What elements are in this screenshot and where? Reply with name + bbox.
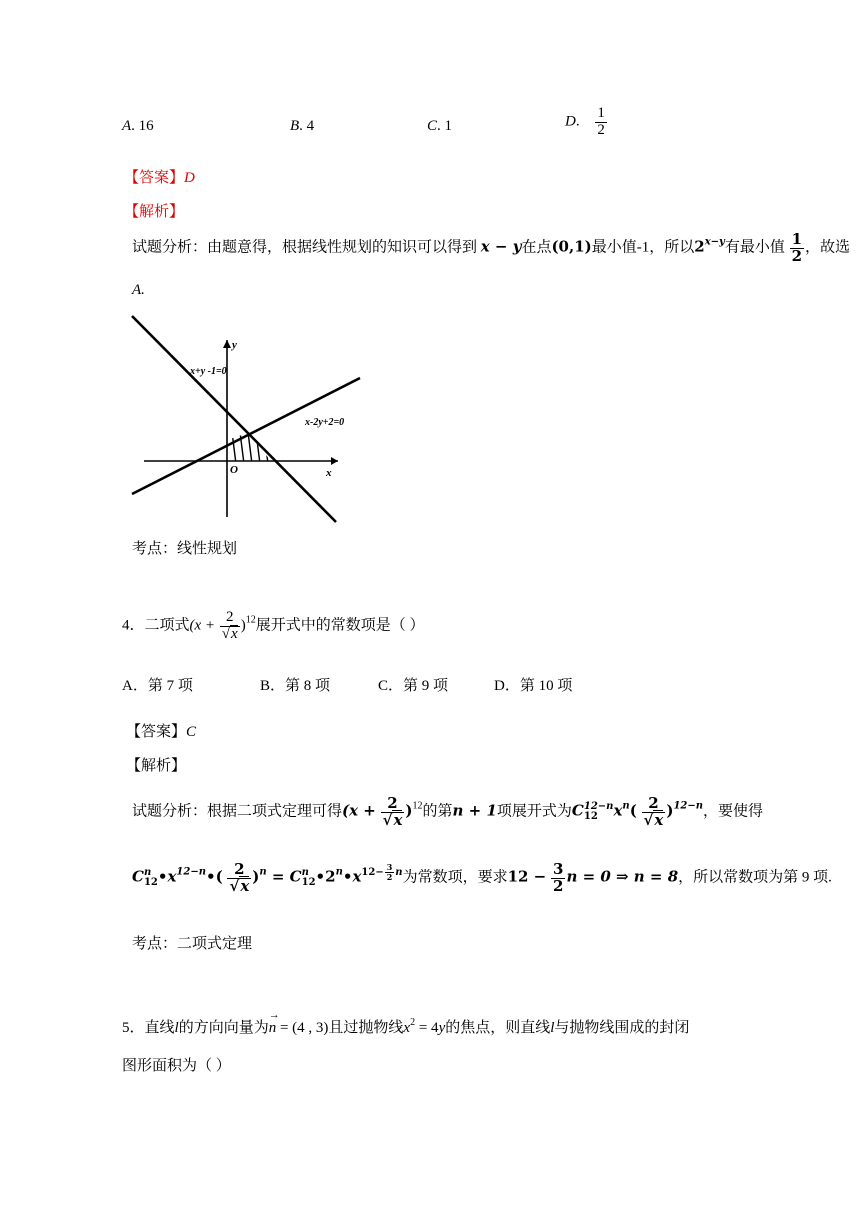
question-4-stem: [122, 610, 424, 643]
line2-c2: C: [289, 867, 302, 886]
line2-x1-sup: 12−n: [176, 866, 206, 878]
sqrt-content: x: [393, 810, 403, 829]
c-subscript: 12: [583, 811, 598, 823]
stem-open: (x +: [189, 617, 216, 634]
analysis-fraction: [790, 232, 804, 265]
fraction-denominator: 2: [386, 871, 393, 882]
line2-fraction: [227, 862, 251, 895]
answer-line: [126, 720, 196, 741]
fraction-numerator: 1: [597, 105, 605, 121]
option-letter: D: [565, 113, 576, 130]
analysis-text: [132, 232, 850, 265]
line2-close: ): [252, 867, 260, 886]
line1-x: x: [613, 801, 623, 820]
fraction-denominator: √x: [382, 810, 403, 829]
line2-open: (: [215, 867, 223, 886]
answer-value: C: [186, 724, 197, 740]
c-superscript: n: [143, 867, 152, 879]
option-a: [122, 118, 154, 135]
dot: •: [157, 867, 168, 886]
origin-label: O: [230, 464, 238, 476]
fraction-denominator: √x: [229, 876, 250, 895]
fraction-numerator: 2: [648, 794, 659, 812]
option-a: A．第 7 项: [122, 678, 193, 694]
stem-exponent: 12: [245, 614, 256, 626]
line1-x-sup: n: [622, 800, 630, 812]
parabola-x: x: [403, 1020, 411, 1036]
vector-n: [268, 1009, 280, 1037]
stem-fraction: [220, 610, 240, 643]
sup-text: 12−: [361, 866, 384, 878]
topic-line: 考点：线性规划: [132, 541, 238, 557]
fraction-numerator: 3: [386, 862, 393, 873]
option-c: C．第 9 项: [378, 678, 449, 694]
line2-c1-scripts: [144, 868, 158, 888]
line2-c1: C: [132, 867, 144, 886]
dot: •: [342, 867, 353, 886]
dot: •: [206, 867, 216, 886]
analysis-point: (0,1): [551, 237, 592, 256]
x-axis-arrow: [331, 457, 338, 465]
analysis-line-1: [132, 796, 763, 829]
stem-suffix: 展开式中的常数项是（ ）: [255, 617, 425, 634]
stem-mid4: 与抛物线围成的封闭: [554, 1020, 690, 1036]
stem-mid3: 的焦点，则直线: [445, 1020, 551, 1036]
option-c: [427, 118, 452, 135]
option-b: [290, 118, 314, 135]
line1-mid: 的第: [422, 803, 453, 820]
fraction-denominator: √x: [221, 625, 238, 642]
linear-programming-figure: [128, 312, 368, 527]
option-text: . 4: [299, 118, 315, 134]
c-subscript: 12: [143, 877, 158, 889]
power-exponent: x−y: [704, 236, 725, 248]
line1-mid2: 项展开式为: [496, 803, 572, 820]
option-letter: C: [427, 118, 438, 134]
line1-exp2: 12−n: [673, 800, 704, 812]
analysis-mid2: 最小值-1，所以: [591, 239, 695, 256]
c-superscript: n: [301, 867, 309, 879]
y-axis-arrow: [223, 340, 231, 348]
equals: =: [266, 867, 290, 886]
line-l: l: [550, 1020, 555, 1036]
line1-term: n + 1: [452, 801, 497, 820]
analysis-prefix: 试题分析：由题意得，根据线性规划的知识可以得到: [132, 239, 478, 256]
line2-x2: x: [352, 867, 362, 886]
sqrt-content: x: [240, 876, 250, 895]
line2-x1: x: [167, 867, 177, 886]
option-d: [565, 106, 608, 139]
x-axis-label: x: [326, 467, 332, 479]
stem-prefix: 4．二项式: [122, 617, 190, 634]
parabola-y: y: [438, 1020, 446, 1036]
answer-label: 【答案】: [124, 170, 185, 186]
dot: •: [315, 867, 326, 886]
analysis-mid3: 有最小值: [724, 239, 785, 256]
fraction-numerator: 2: [387, 794, 398, 812]
equation-fraction: [551, 862, 565, 895]
stem-mid1: 的方向向量为: [178, 1020, 269, 1036]
fraction-numerator: 2: [226, 609, 234, 625]
line1-prefix: 试题分析：根据二项式定理可得: [132, 803, 343, 820]
line1-c-scripts: [584, 802, 614, 822]
line1-close: ): [405, 801, 413, 820]
answer-value: D: [184, 170, 195, 186]
option-text: .: [575, 113, 580, 130]
fraction-denominator: 2: [597, 121, 605, 138]
analysis-line-2: [132, 862, 832, 895]
answer-line: [124, 166, 195, 187]
vector-symbol: n: [268, 1020, 277, 1036]
topic-line: 考点：二项式定理: [132, 936, 253, 952]
line2-suffix: ，所以常数项为第 9 项.: [678, 869, 832, 886]
option-d: D．第 10 项: [494, 678, 573, 694]
c-subscript: 12: [301, 877, 316, 889]
option-letter: B: [290, 118, 300, 134]
line1-open: (x +: [342, 801, 376, 820]
sqrt-content: x: [654, 810, 664, 829]
sup-n: n: [395, 866, 403, 878]
line1-exponent: 12: [412, 800, 423, 812]
line1-close2: ): [666, 801, 674, 820]
line2-exp: n: [259, 866, 267, 878]
line2-x2-sup: [361, 862, 403, 882]
stem-prefix: 5．直线: [122, 1020, 175, 1036]
line2-c2-scripts: [302, 868, 316, 888]
fraction-numerator: 3: [553, 860, 564, 878]
fraction-denominator: 2: [553, 876, 564, 895]
line1-fraction: [381, 796, 405, 829]
vector-value: = (4 , 3): [276, 1020, 329, 1036]
vector-arrow-icon: →: [268, 1009, 280, 1021]
line1-open2: (: [629, 801, 637, 820]
answer-label: 【答案】: [126, 724, 187, 740]
analysis-label: 【解析】: [126, 758, 187, 774]
line1-suffix: ，要使得: [703, 803, 764, 820]
line-l: l: [174, 1020, 179, 1036]
line2-label: x-2y+2=0: [305, 417, 345, 428]
analysis-choice: A.: [132, 282, 145, 298]
equation-right: n = 0 ⇒ n = 8: [566, 867, 679, 886]
fraction-denominator: 2: [791, 246, 803, 265]
line2-two: 2: [325, 867, 336, 886]
stem-close: ): [240, 617, 246, 634]
parabola-rest: = 4: [415, 1020, 439, 1036]
analysis-expr: x − y: [480, 237, 522, 256]
option-d-fraction: [595, 106, 607, 139]
option-b: B．第 8 项: [260, 678, 331, 694]
line2-two-sup: n: [335, 866, 343, 878]
line2-mid: 为常数项，要求: [402, 869, 508, 886]
analysis-label: 【解析】: [124, 204, 185, 220]
sup-fraction: [385, 863, 395, 881]
fraction-denominator: √x: [643, 810, 664, 829]
line1-c: C: [571, 801, 584, 820]
option-text: . 1: [437, 118, 453, 134]
stem-mid2: 且过抛物线: [328, 1020, 404, 1036]
option-letter: A: [122, 118, 132, 134]
power-base: 2: [694, 237, 705, 256]
fraction-numerator: 2: [234, 860, 245, 878]
c-superscript: 12−n: [583, 801, 614, 813]
equation-left: 12 −: [507, 867, 547, 886]
question-5-stem-line-2: 图形面积为（ ）: [122, 1058, 231, 1074]
parabola-sup: 2: [410, 1017, 416, 1028]
fraction-numerator: 1: [791, 230, 803, 248]
option-text: . 16: [131, 118, 154, 134]
y-axis-label: y: [232, 339, 237, 351]
line1-label: x+y -1=0: [190, 366, 227, 377]
question-5-stem: [122, 1009, 690, 1037]
analysis-mid1: 在点: [521, 239, 552, 256]
sqrt-content: x: [231, 625, 238, 642]
analysis-suffix: ，故选: [805, 239, 851, 256]
line1-fraction-2: [642, 796, 666, 829]
